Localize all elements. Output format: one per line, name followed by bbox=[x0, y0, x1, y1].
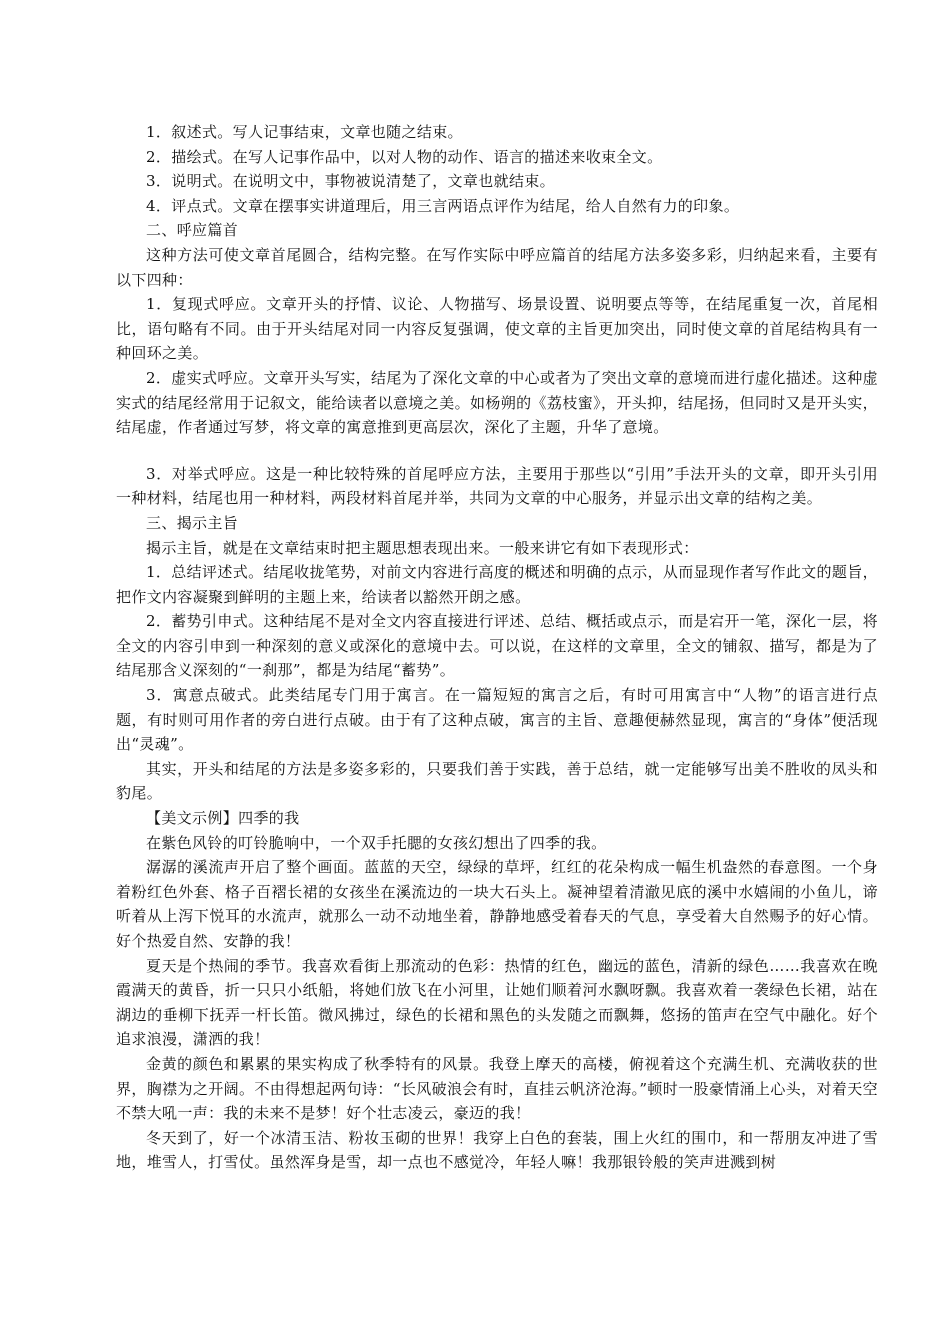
sample-essay-title: 【美文示例】四季的我 bbox=[146, 809, 300, 828]
list-item-commentary: 4．评点式。文章在摆事实讲道理后，用三言两语点评作为结尾，给人自然有力的印象。 bbox=[146, 196, 740, 215]
list-item-recurring-echo: 1．复现式呼应。文章开头的抒情、议论、人物描写、场景设置、说明要点等等，在结尾重复一次，首尾相比，语句略有不同。由于开头结尾对同一内容反复强调，使文章的主旨更加突出，同时使文章的首尾结构具有一种回环之美。 bbox=[116, 295, 878, 363]
essay-paragraph-autumn: 金黄的颜色和累累的果实构成了秋季特有的风景。我登上摩天的高楼，俯视着这个充满生机、充满收获的世界，胸襟为之开阔。不由得想起两句诗：“长风破浪会有时，直挂云帆济沧海。”顿时一股豪情涌上心头，对着天空不禁大吼一声：我的未来不是梦！好个壮志凌云，豪迈的我！ bbox=[116, 1054, 878, 1123]
list-item-summary: 1．总结评述式。结尾收拢笔势，对前文内容进行高度的概述和明确的点示，从而显现作者写作此文的题旨，把作文内容凝聚到鲜明的主题上来，给读者以豁然开朗之感。 bbox=[116, 563, 878, 606]
paragraph-theme-intro: 揭示主旨，就是在文章结束时把主题思想表现出来。一般来讲它有如下表现形式： bbox=[146, 538, 699, 557]
list-item-expository: 3．说明式。在说明文中，事物被说清楚了，文章也就结束。 bbox=[146, 172, 555, 191]
essay-paragraph-intro: 在紫色风铃的叮铃脆响中，一个双手托腮的女孩幻想出了四季的我。 bbox=[146, 833, 607, 852]
essay-paragraph-spring: 潺潺的溪流声开启了整个画面。蓝蓝的天空，绿绿的草坪，红红的花朵构成一幅生机盎然的春意图。一个身着粉红色外套、格子百褶长裙的女孩坐在溪流边的一块大石头上。凝神望着清澈见底的溪中水嬉闹的小鱼儿，谛听着从上泻下悦耳的水流声，就那么一动不动地坐着，静静地感受着春天的气息，享受着大自然赐予的好心情。好个热爱自然、安静的我！ bbox=[116, 858, 878, 950]
list-item-descriptive: 2．描绘式。在写人记事作品中，以对人物的动作、语言的描述来收束全文。 bbox=[146, 147, 663, 166]
paragraph-echo-intro: 这种方法可使文章首尾圆合，结构完整。在写作实际中呼应篇首的结尾方法多姿多彩，归纳起来看，主要有以下四种： bbox=[116, 245, 878, 289]
blank-line bbox=[116, 440, 878, 462]
essay-paragraph-winter: 冬天到了，好一个冰清玉洁、粉妆玉砌的世界！我穿上白色的套装，围上火红的围巾，和一帮朋友冲进了雪地，堆雪人，打雪仗。虽然浑身是雪，却一点也不感觉冷，年轻人嘛！我那银铃般的笑声进溅到树 bbox=[116, 1128, 878, 1172]
essay-paragraph-summer: 夏天是个热闹的季节。我喜欢看街上那流动的色彩：热情的红色，幽远的蓝色，清新的绿色……我喜欢在晚霞满天的黄昏，折一只只小纸船，将她们放飞在小河里，让她们顺着河水飘呀飘。我喜欢着一袭绿色长裙，站在湖边的垂柳下抚弄一杆长笛。微风拂过，绿色的长裙和黑色的头发随之而飘舞，悠扬的笛声在空气中融化。好个追求浪漫，潇洒的我！ bbox=[116, 956, 878, 1049]
list-item-fable: 3．寓意点破式。此类结尾专门用于寓言。在一篇短短的寓言之后，有时可用寓言中“人物”的语言进行点题，有时则可用作者的旁白进行点破。由于有了这种点破，寓言的主旨、意趣便赫然显现，寓言的“身体”便活现出“灵魂”。 bbox=[116, 686, 878, 754]
list-item-extension: 2．蓄势引申式。这种结尾不是对全文内容直接进行评述、总结、概括或点示，而是宕开一笔，深化一层，将全文的内容引申到一种深刻的意义或深化的意境中去。可以说，在这样的文章里，全文的铺叙、描写，都是为了结尾那含义深刻的“一刹那”，都是为结尾“蓄势”。 bbox=[116, 612, 878, 680]
list-item-narrative: 1．叙述式。写人记事结束，文章也随之结束。 bbox=[146, 123, 463, 141]
document-page bbox=[116, 120, 878, 1175]
section-heading-theme: 三、揭示主旨 bbox=[146, 513, 239, 532]
list-item-parallel-echo: 3．对举式呼应。这是一种比较特殊的首尾呼应方法，主要用于那些以“引用”手法开头的文章，即开头引用一种材料，结尾也用一种材料，两段材料首尾并举，共同为文章的中心服务，并显示出文章的结构之美。 bbox=[116, 464, 878, 508]
section-heading-echo: 二、呼应篇首 bbox=[146, 221, 239, 240]
paragraph-conclusion: 其实，开头和结尾的方法是多姿多彩的，只要我们善于实践，善于总结，就一定能够写出美不胜收的凤头和豹尾。 bbox=[116, 759, 878, 803]
list-item-virtual-echo: 2．虚实式呼应。文章开头写实，结尾为了深化文章的中心或者为了突出文章的意境而进行虚化描述。这种虚实式的结尾经常用于记叙文，能给读者以意境之美。如杨朔的《荔枝蜜》，开头抑，结尾扬，但同时又是开头实，结尾虚，作者通过写梦，将文章的寓意推到更高层次，深化了主题，升华了意境。 bbox=[116, 368, 878, 437]
